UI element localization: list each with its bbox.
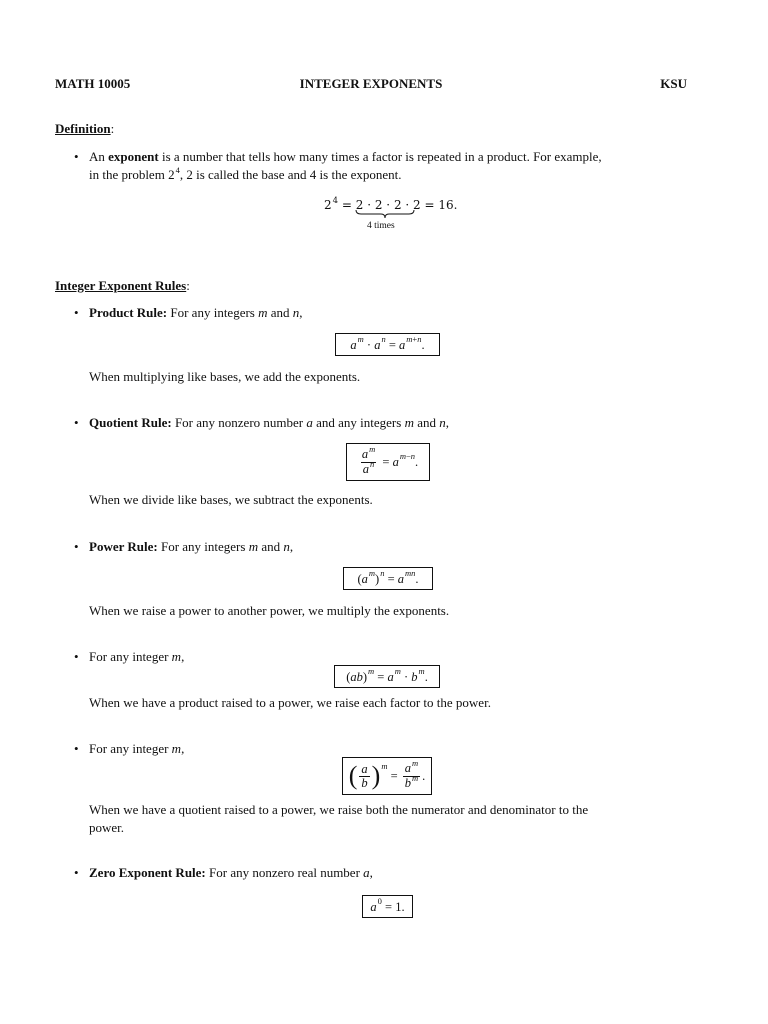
bullet: •	[74, 865, 79, 880]
product-power-statement: For any integer m,	[89, 649, 185, 664]
quotient-rule-formula: $\frac{a^m}{a^n}$ = a $^{m -n}$ .	[346, 443, 430, 481]
product-rule-explanation: When multiplying like bases, we add the exponents.	[89, 369, 361, 384]
page-header	[55, 75, 687, 93]
zero-exponent-formula: a $^0$ = 1.	[362, 895, 413, 918]
zero-exponent-statement: Zero Exponent Rule: For any nonzero real number a,	[89, 865, 373, 880]
product-rule-statement: Product Rule: For any integers m and n,	[89, 305, 303, 320]
quotient-power-statement: For any integer m,	[89, 741, 185, 756]
product-rule-formula: a $^m$ · a $^n$ = a $^{m +n}$ .	[335, 333, 440, 356]
bullet: •	[74, 305, 79, 320]
power-rule-explanation: When we raise a power to another power, we multiply the exponents.	[89, 603, 450, 618]
power-rule-statement: Power Rule: For any integers m and n,	[89, 539, 294, 554]
course-code: MATH 10005	[55, 76, 131, 91]
bullet: •	[74, 649, 79, 664]
product-power-formula: ( ab ) $^m$ = a $^m$ · b $^m$ .	[334, 665, 440, 688]
definition-heading: Definition:	[55, 121, 115, 136]
quotient-rule-explanation: When we divide like bases, we subtract the exponents.	[89, 492, 373, 507]
bullet: •	[74, 149, 79, 164]
quotient-power-explanation: When we have a quotient raised to a power, we raise both the numerator and denominator to the power.	[89, 802, 589, 835]
bullet: •	[74, 415, 79, 430]
quotient-rule-statement: Quotient Rule: For any nonzero number a and any integers m and n,	[89, 415, 449, 430]
quotient-power-formula: ( $\frac{a}{b}$ ) $^m$ = $\frac{a^m}{b^m}$ .	[342, 757, 432, 795]
product-power-explanation: When we have a product raised to a power, we raise each factor to the power.	[89, 695, 491, 710]
brace-label: 4 times	[367, 221, 395, 231]
rules-heading: Integer Exponent Rules:	[55, 278, 190, 293]
document-title: INTEGER EXPONENTS	[299, 76, 443, 91]
bullet: •	[74, 741, 79, 756]
definition-example: $2^4 = 2 \cdot 2 \cdot 2 \cdot 2 = 16$.	[324, 196, 458, 212]
bullet: •	[74, 539, 79, 554]
power-rule-formula: ( a $^m$ ) $^n$ = a $^{mn}$ .	[343, 567, 433, 590]
definition-text: An exponent is a number that tells how many times a factor is repeated in a product. For example, in the problem $2^4$, 2 is called the base and 4 is the exponent.	[89, 149, 602, 182]
repeated-product: 2 · 2 · 2 · 2	[355, 198, 421, 212]
school-name: KSU	[660, 76, 687, 91]
